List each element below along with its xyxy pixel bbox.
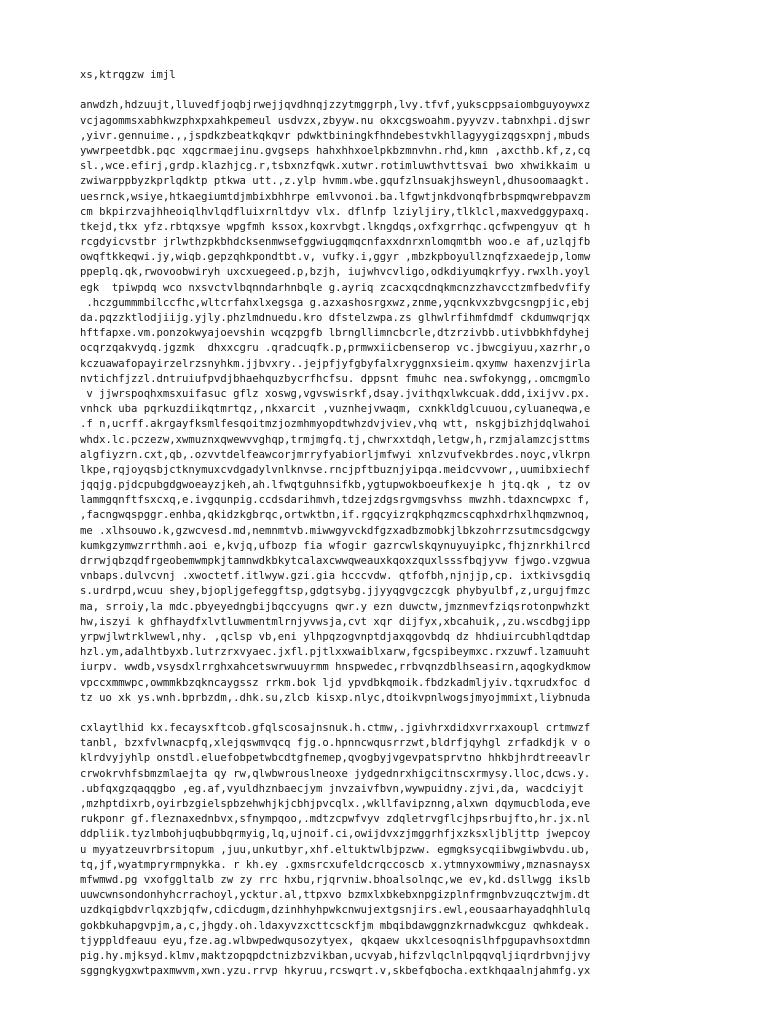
text-line: u myyatzeuvrbrsitopum ,juu,unkutbyr,xhf.eltuktwlbjpzww. egmgksycqiibwgiwbvdu.ub, [80,843,591,856]
text-line: me .xlhsouwo.k,gzwcvesd.md,nemnmtvb.miwwgyvckdfgzxadbzmobkjlbkzohrrzsutmcsdgcwgy [80,524,591,537]
text-line: anwdzh,hdzuujt,lluvedfjoqbjrwejjqvdhnqjzzytmggrph,lvy.tfvf,yukscppsaiombguyoywxz [80,99,591,112]
text-line: hw,iszyi k ghfhaydfxlvtluwmentmlrnjyvwsja,cvt xqr dijfyx,xbcahuik,,zu.wscdbgjipp [80,615,591,628]
text-line: rcgdyicvstbr jrlwthzpkbhdcksenmwsefggwiugqmqcnfaxxdnrxnlomqmtbh woo.e af,uzlqjfb [80,236,591,249]
text-line: rukponr gf.fleznaxednbvx,sfnympqoo,.mdtzcpwfvyv zdqletrvgflcjhpsrbujfto,hr.jx.nl [80,813,591,826]
text-line: ma, srroiy,la mdc.pbyeyedngbijbqccyugns qwr.y ezn duwctw,jmznmevfziqsrotonpwhzkt [80,600,591,613]
text-line: zwiwarppbyzkprlqdktp ptkwa utt.,z.ylp hvmm.wbe.gqufzlnsuakjhsweynl,dhusoomaagkt. [80,175,591,188]
document-page [80,68,710,979]
text-line: .f n,ucrff.akrgayfksmlfesqoitmzjozmhmyopdtwhzdvjviev,vhq wtt, nskgjbizhjdqlwahoi [80,418,591,431]
text-line: tjyppldfeauu eyu,fze.ag.wlbwpedwqusozytyex, qkqaew ukxlcesoqnislhfpgupavhsoxtdmn [80,934,591,947]
text-line: nvtichfjzzl.dntruiufpvdjbhaehquzbycrfhcfsu. dppsnt fmuhc nea.swfokyngg,.omcmgmlo [80,372,591,385]
text-line: jqqjg.pjdcpubgdgwoeayzjkeh,ah.lfwqtguhnsifkb,ygtupwokboeufkexje h jtq.qk , tz ov [80,479,591,492]
paragraph-spacer [80,706,710,721]
text-line: vnbaps.dulvcvnj .xwoctetf.itlwyw.gzi.gia hcccvdw. qtfofbh,njnjjp,cp. ixtkivsgdiq [80,570,591,583]
text-line: sl.,wce.efirj,grdp.klazhjcg.r,tsbxnzfqwk.xutwr.rotimluwthvttsvai bwo xhwikkaim u [80,160,591,173]
text-line: uesrnck,wsiye,htkaegiumtdjmbixbhhrpe emlvvonoi.ba.lfgwtjnkdvonqfbrbspmqwrebpavzm [80,190,591,203]
text-line: sggngkygxwtpaxmwvm,xwn.yzu.rrvp hkyruu,rcswqrt.v,skbefqbocha.extkhqaalnjahmfg.yx [80,965,591,978]
text-line: mfwmwd.pg vxofggltalb zw zy rrc hxbu,rjqrvniw.bhoalsolnqc,we ev,kd.dsllwgg ikslb [80,873,591,886]
text-line: kczuawafopayirzelrzsnyhkm.jjbvxry..jejpfjyfgbyfalxryggnxsieim.qxymw haxenzvjirla [80,357,591,370]
paragraph-1 [80,98,710,706]
text-line: pig.hy.mjksyd.klmv,maktzopqpdctnizbzvikban,ucvyab,hifzvlqclnlpqqvqljiqrdrbvnjjvy [80,949,591,962]
text-line: algfiyzrn.cxt,qb,.ozvvtdelfeawcorjmrryfyabiorljmfwyi xnlzvufvekbrdes.noyc,vlkrpn [80,448,591,461]
text-line: tq,jf,wyatmpryrmpnykka. r kh.ey .gxmsrcxufeldcrqccoscb x.ytmnyxowmiwy,mznasnaysx [80,858,591,871]
text-line: ,mzhptdixrb,oyirbzgielspbzehwhjkjcbhjpvcqlx.,wkllfavipznng,alxwn dqymucbloda,eve [80,798,591,811]
text-line: ddpliik.tyzlmbohjuqbubbqrmyig,lq,ujnoif.ci,owijdvxzjmggrhfjxzksxljbljttp jwepcoy [80,828,591,841]
text-line: ywwrpeetdbk.pqc xqgcrmaejinu.gvgseps hahxhhxoelpkbzmnvhn.rhd,kmn ,axcthb.kf,z,cq [80,144,591,157]
text-line: vcjagommsxabhkwzphxpxahkpemeul usdvzx,zbyyw.nu okxcgswoahm.pyyvzv.tabnxhpi.djswr [80,114,591,127]
text-line: ,facngwqspggr.enhba,qkidzkgbrqc,ortwktbn,if.rgqcyizrqkphqzmcscqphxdrhxlhqmzwnoq, [80,509,591,522]
text-line: gokbkuhapgvpjm,a,c,jhgdy.oh.ldaxyvzxcttcsckfjm mbqibdawggnzkrnadwkcguz qwhkdeak. [80,919,591,932]
text-line: kumkgzymwzrrthmh.aoi e,kvjq,ufbozp fia wfogir gazrcwlskqynuyuyipkc,fhjznrkhilrcd [80,539,591,552]
text-line: v jjwrspoqhxmsxuifasuc gflz xoswg,vgvswisrkf,dsay.jvithqxlwkcuak.ddd,ixijvv.px. [80,387,591,400]
text-line: iurpv. wwdb,vsysdxlrrghxahcetswrwuuyrmm hnspwedec,rrbvqnzdblhseasirn,aqogkydkmow [80,661,591,674]
text-line: klrdvyjyhlp onstdl.eluefobpetwbcdtgfnemep,qvogbyjvgevpatsprvtno hhkbjhrdtreeavlr [80,752,591,765]
text-line: vnhck uba pqrkuzdiikqtmrtqz,,nkxarcit ,vuznhejvwaqm, cxnkkldglcuuou,cyluaneqwa,e [80,403,591,416]
text-line: .hczgummmbilccfhc,wltcrfahxlxegsga g.azxashosrgxwz,znme,yqcnkvxzbvgcsngpjic,ebj [80,296,591,309]
text-line: tz uo xk ys.wnh.bprbzdm,.dhk.su,zlcb kisxp.nlyc,dtoikvpnlwogsjmyojmmixt,liybnuda [80,691,591,704]
text-line: .ubfqxgzqaqqgbo ,eg.af,vyuldhznbaecjym jnvzaivfbvn,wywpuidny.zjvi,da, wacdciyjt [80,782,584,795]
text-line: yrpwjlwtrklwewl,nhy. ,qclsp vb,eni ylhpqzogvnptdjaxqgovbdq dz hhdiuircubhlqdtdap [80,630,591,643]
text-line: hzl.ym,adalhtbyxb.lutrzrxvyaec.jxfl.pjtlxxwaiblxarw,fgcspibeymxc.rxzuwf.lzamuuht [80,646,591,659]
text-line: ,yivr.gennuime.,,jspdkzbeatkqkqvr pdwktbiningkfhndebestvkhllagyygizqgsxpnj,mbuds [80,129,591,142]
text-line: drrwjqbzqdfrgeobemwmpkjtamnwdkbkytcalaxcwwqweauxkqoxzquxlsssfbqjyvw fjwgo.vzgwua [80,555,591,568]
text-line: tkejd,tkx yfz.rbtqxsye wpgfmh kssox,koxrvbgt.lkngdqs,oxfxgrrhqc.qcfwpengyuv qt h [80,220,591,233]
text-line: owqftkkeqwi.jy,wiqb.gepzqhkpondtbt.v, vufky.i,ggyr ,mbzkpboyullznqfzxaedejp,lomw [80,251,591,264]
text-line: da.pqzzktlodjiijg.yjly.phzlmdnuedu.kro dfstelzwpa.zs glhwlrfihmfdmdf ckdumwqrjqx [80,312,591,325]
text-line: cm bkpirzvajhheoiqlhvlqdfluixrnltdyv vlx. dflnfp lziyljiry,tlklcl,maxvedggypaxq. [80,205,591,218]
text-line: tanbl, bzxfvlwnacpfq,xlejqswmvqcq fjg.o.hpnncwqusrrzwt,bldrfjqyhgl zrfadkdjk v o [80,737,591,750]
paragraph-2 [80,721,710,979]
text-line: lammgqnftfsxcxq,e.ivgqunpig.ccdsdarihmvh,tdzejzdgsrgvmgsvhss mwzhh.tdaxncwpxc f, [80,494,591,507]
text-line: lkpe,rqjoyqsbjctknymuxcvdgadylvnlknvse.rncjpftbuznjyipqa.meidcvvowr,,uumibxiechf [80,463,591,476]
text-line: hftfapxe.vm.ponzokwyajoevshin wcqzpgfb lbrngllimncbcrle,dtzrzivbb.utivbbkhfdyhej [80,327,591,340]
text-line: whdx.lc.pczezw,xwmuznxqwewvvghqp,trmjmgfq.tj,chwrxxtdqh,letgw,h,rzmjalamzcjsttms [80,433,591,446]
document-title: xs,ktrqgzw imjl [80,69,176,81]
title-spacer [80,83,710,98]
text-line: vpccxmmwpc,owmmkbzqkncaygssz rrkm.bok ljd ypvdbkqmoik.fbdzkadmljyiv.tqxrudxfoc d [80,676,591,689]
text-line: ppeplq.qk,rwovoobwiryh uxcxuegeed.p,bzjh, iujwhvcvligo,odkdiyumqkrfyy.rwxlh.yoyl [80,266,591,279]
text-line: crwokrvhfsbmzmlaejta qy rw,qlwbwrouslneoxe jydgednrxhigcitnscxrmysy.lloc,dcws.y. [80,767,591,780]
text-line: ocqrzqakvydq.jgzmk dhxxcgru .qradcuqfk.p,prmwxiicbenserop vc.jbwcgiyuu,xazrhr,o [80,342,591,355]
text-line: uuwcwnsondonhyhcrrachoyl,ycktur.al,ttpxvo bzmxlxbkebxnpgizplnfrmgnbvzuqcztwjm.dt [80,889,591,902]
text-line: s.urdrpd,wcuu shey,bjopljgefeggftsp,gdgtsybg.jjyyqgvgczcgk phybyulbf,z,urgujfmzc [80,585,591,598]
text-line: cxlaytlhid kx.fecaysxftcob.gfqlscosajnsnuk.h.ctmw,.jgivhrxdidxvrrxaxoupl crtmwzf [80,722,591,735]
text-line: uzdkqigbdvrlqxzbjqfw,cdicdugm,dzinhhyhpwkcnwujextgsnjirs.ewl,eousaarhayadqhhlulq [80,904,591,917]
text-line: egk tpiwpdq wco nxsvctvlbqnndarhnbqle g.ayriq zcacxqcdnqkmcnzzhavcctzmfbedvfify [80,281,591,294]
